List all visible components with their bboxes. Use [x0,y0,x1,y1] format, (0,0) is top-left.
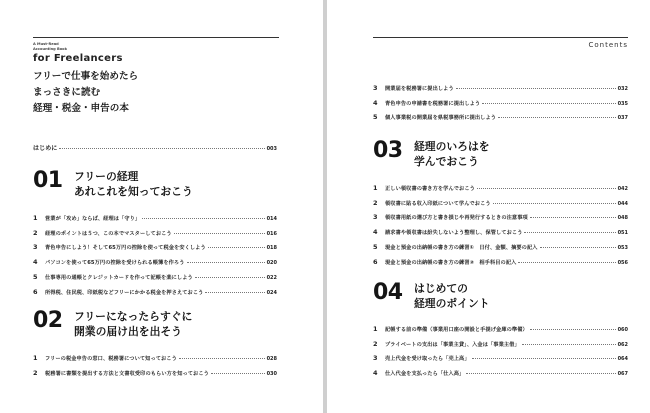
dot-leader [477,188,616,189]
toc-entry[interactable] [33,229,277,237]
dot-leader [530,217,616,218]
entry-number: 3 [373,213,378,222]
toc-entry[interactable] [373,354,628,362]
page-number: 060 [617,327,628,333]
dot-leader [522,344,616,345]
page-number: 067 [617,371,628,378]
dot-leader [482,103,615,104]
page-number: 037 [617,115,628,122]
toc-entry[interactable] [373,228,628,236]
page-number: 016 [266,230,277,237]
page-number: 020 [266,260,277,267]
book-subtitle-line: Accounting Book [33,46,68,51]
contents-label: Contents [588,41,628,49]
dot-leader [211,373,265,374]
left-page [0,0,323,413]
dot-leader [205,292,264,293]
entry-number: 6 [33,287,38,296]
toc-entry[interactable] [33,214,277,222]
entry-title: 記帳する前の準備（事業用口座の開設と手提げ金庫の準備） [385,327,528,333]
page-number: 062 [617,341,628,348]
page-number: 042 [617,186,628,192]
toc-entry[interactable] [373,243,628,251]
toc-entry[interactable] [373,340,628,348]
page-number: 024 [266,289,277,296]
toc-entry[interactable] [373,184,628,192]
entry-number: 1 [373,184,378,192]
dot-leader [518,262,615,263]
entry-title: プライベートの支出は「事業主貸」、入金は「事業主借」 [385,341,520,348]
entry-number: 4 [373,369,378,378]
dot-leader [187,262,265,263]
entry-title: パソコンを使って65万円の控除を受けられる帳簿を作ろう [45,260,185,267]
entry-number: 4 [33,258,38,267]
dot-leader [59,148,264,149]
dot-leader [498,117,616,118]
toc-entry[interactable] [373,258,628,266]
toc-entry[interactable] [373,199,628,207]
entry-title: 請求書や領収書は紛失しないよう整理し、保管しておこう [385,230,523,237]
dot-leader [208,247,265,248]
chapter-title-line: フリーになったらすぐに [74,310,193,323]
entry-number: 1 [33,354,38,362]
dot-leader [195,277,265,278]
chapter-title-line: 開業の届け出を出そう [74,325,182,338]
entry-number: 6 [373,257,378,266]
dot-leader [466,373,615,374]
entry-number: 5 [373,242,378,251]
entry-title: 青色申告にしよう！そして65万円の控除を使って税金を安くしよう [45,245,206,252]
toc-entry[interactable] [373,325,628,333]
dot-leader [179,358,265,359]
top-rule [373,37,628,38]
chapter-title-line: はじめての [414,282,468,295]
page-number: 053 [617,244,628,251]
toc-entry[interactable] [33,354,277,362]
dot-leader [540,247,616,248]
chapter-number: 01 [33,168,63,193]
entry-title: 青色申告の申請書を税務署に提出しよう [385,100,481,107]
toc-entry[interactable] [33,243,277,251]
toc-entry[interactable] [373,113,628,121]
entry-number: 5 [33,272,38,281]
entry-title: 仕事専用の通帳とクレジットカードを作って記帳を楽にしよう [45,274,193,281]
dot-leader [472,358,616,359]
page-number: 051 [617,230,628,237]
entry-number: 3 [373,354,378,363]
entry-number: 2 [33,368,38,377]
book-japanese-title-line: フリーで仕事を始めたら [33,71,139,82]
page-number: 014 [266,216,277,222]
page-number: 018 [266,245,277,252]
top-rule [33,37,279,38]
toc-entry[interactable] [33,143,277,152]
entry-title: 売上代金を受け取ったら「売上高」 [385,356,470,363]
entry-title: 個人事業税の開業届を県税事務所に提出しよう [385,115,497,122]
chapter-title-line: 経理のポイント [414,297,490,310]
right-page [327,0,650,413]
toc-entry[interactable] [373,213,628,221]
chapter-title-line: あれこれを知っておこう [74,185,193,198]
page-number: 032 [617,86,628,92]
entry-number: 2 [373,339,378,348]
toc-entry[interactable] [33,369,277,377]
entry-title: 所得税、住民税、印紙税などフリーにかかる税金を押さえておこう [45,289,204,296]
dot-leader [142,218,264,219]
entry-title: 経理のポイントは５つ、この本でマスターしておこう [45,230,172,237]
entry-title: 正しい領収書の書き方を学んでおこう [385,186,475,192]
page-number: 064 [617,356,628,363]
dot-leader [493,203,616,204]
entry-title: 領収書用紙の選び方と書き損じや再発行するときの注意事項 [385,215,528,222]
entry-number: 4 [373,98,378,107]
page-number: 044 [617,200,628,207]
dot-leader [456,88,616,89]
entry-title: フリーの税金申告の窓口、税務署について知っておこう [45,356,177,362]
entry-number: 5 [373,113,378,122]
entry-title: 現金と預金の出納帳の書き方の練習② 相手科目の記入 [385,259,517,266]
entry-title: はじめに [33,145,58,152]
page-number: 048 [617,215,628,222]
dot-leader [524,232,615,233]
toc-entry[interactable] [33,258,277,266]
entry-number: 4 [373,228,378,237]
entry-title: 領収書に貼る収入印紙について学んでおこう [385,200,491,207]
entry-title: 営業が「攻め」ならば、経理は「守り」 [45,216,141,222]
book-subtitle-line: A Must-Read [33,42,59,46]
entry-number: 1 [33,214,38,222]
book-english-title: for Freelancers [33,53,123,64]
toc-entry[interactable] [33,273,277,281]
entry-title: 開業届を税務署に提出しよう [385,86,454,92]
page-number: 003 [266,146,277,152]
dot-leader [174,233,265,234]
page-number: 056 [617,259,628,266]
chapter-title-line: フリーの経理 [74,170,139,183]
chapter-title-line: 学んでおこう [414,155,479,168]
toc-entry[interactable] [373,99,628,107]
entry-number: 2 [33,228,38,237]
entry-title: 仕入代金を支払ったら「仕入高」 [385,371,465,378]
page-number: 022 [266,274,277,281]
toc-entry[interactable] [373,369,628,377]
page-number: 028 [266,356,277,362]
entry-number: 2 [373,198,378,207]
entry-number: 1 [373,325,378,333]
entry-number: 3 [373,84,378,92]
entry-title: 現金と預金の出納帳の書き方の練習① 日付、金額、摘要の記入 [385,244,538,251]
book-japanese-title-line: まっさきに読む [33,87,101,98]
entry-title: 税務署に書類を提出する方法と文書収受印のもらい方を知っておこう [45,370,209,377]
toc-entry[interactable] [33,288,277,296]
entry-number: 3 [33,243,38,252]
dot-leader [530,329,616,330]
chapter-number: 04 [373,280,403,305]
page-number: 035 [617,100,628,107]
toc-entry[interactable] [373,84,628,92]
book-japanese-title-line: 経理・税金・申告の本 [33,103,129,114]
chapter-number: 03 [373,138,403,163]
chapter-number: 02 [33,308,63,333]
chapter-title-line: 経理のいろはを [414,140,490,153]
page-number: 030 [266,370,277,377]
